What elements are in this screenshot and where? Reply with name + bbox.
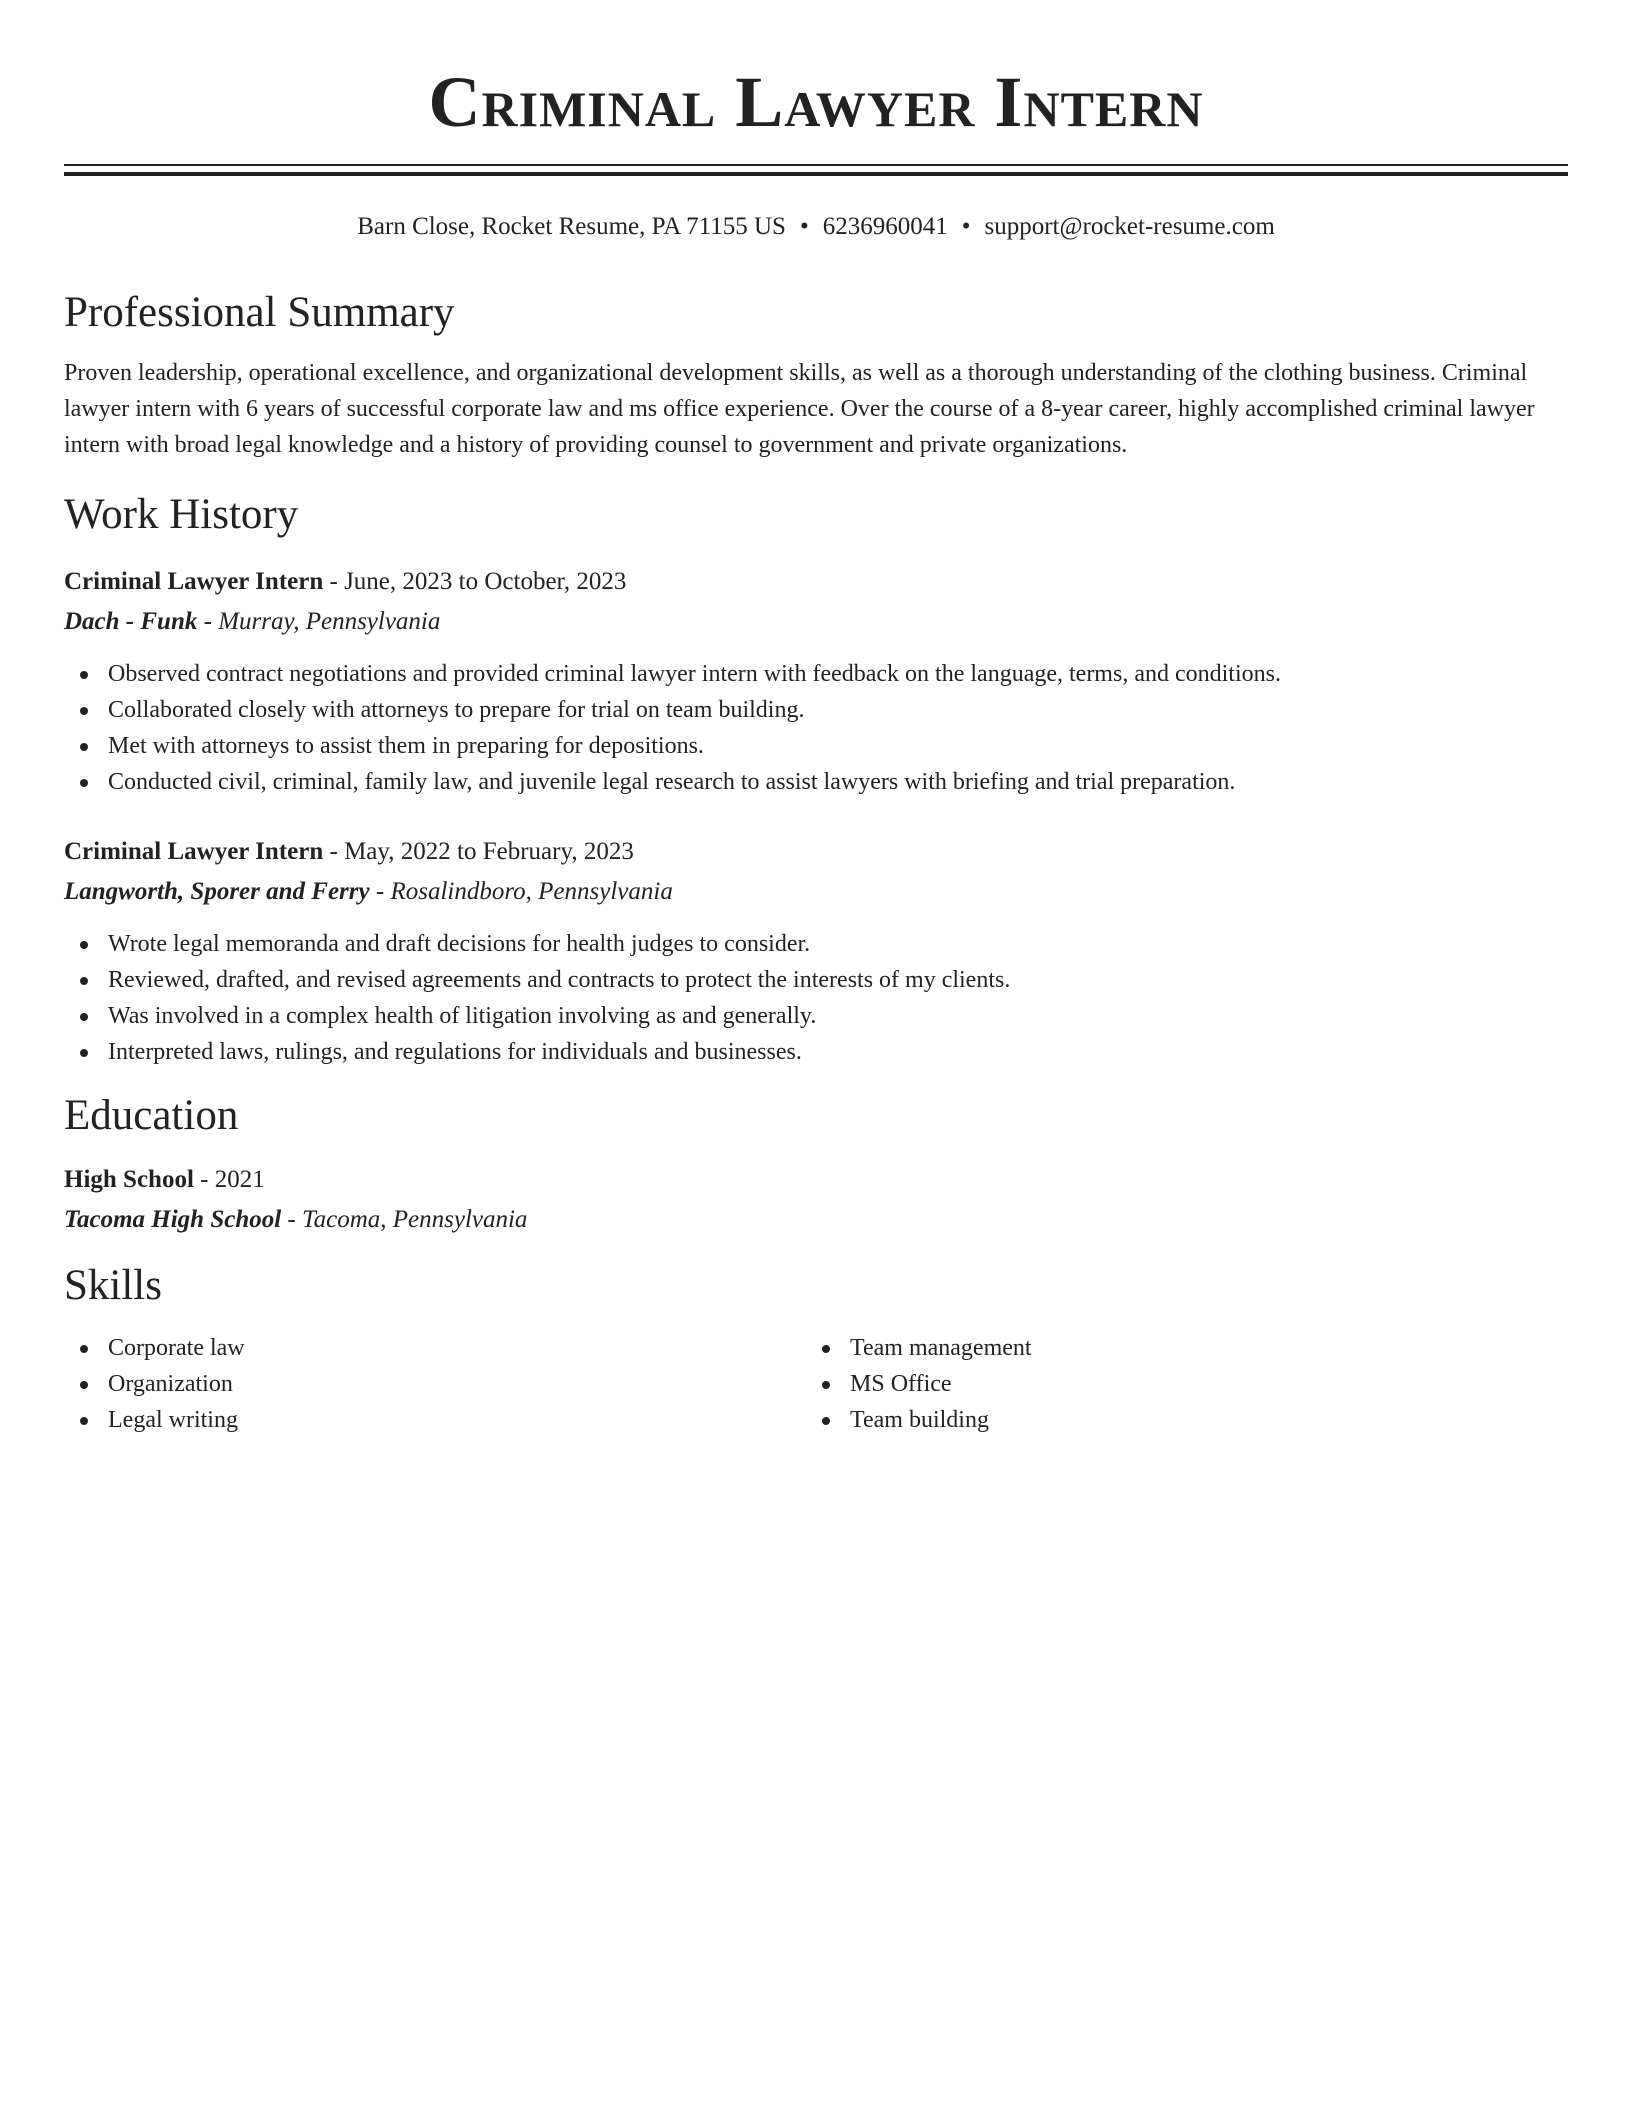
- job-duties-list: [64, 656, 1568, 800]
- job-duty-item: Interpreted laws, rulings, and regulations for individuals and businesses.: [64, 1034, 1568, 1070]
- skills-grid: [64, 1330, 1568, 1438]
- contact-email: support@rocket-resume.com: [984, 213, 1275, 240]
- education-entry: [64, 1162, 1568, 1238]
- job-duty-item: Conducted civil, criminal, family law, and juvenile legal research to assist lawyers with briefing and trial preparation.: [64, 764, 1568, 800]
- job-company-line: [64, 874, 1568, 910]
- skill-item: Team management: [806, 1330, 1548, 1366]
- education-degree: High School: [64, 1166, 194, 1193]
- summary-text: Proven leadership, operational excellence, and organizational development skills, as well as a thorough understanding of the clothing business. Criminal lawyer intern with 6 years of successful corporate law and ms office experience. Over the course of a 8-year career, highly accomplished criminal lawyer intern with broad legal knowledge and a history of providing counsel to government and private organizations.: [64, 360, 1535, 458]
- job-dates: - May, 2022 to February, 2023: [323, 838, 634, 865]
- skills-list-right: [806, 1330, 1548, 1438]
- contact-line: [64, 212, 1568, 242]
- skill-item: MS Office: [806, 1366, 1548, 1402]
- skill-item: Legal writing: [64, 1402, 806, 1438]
- job-company: Langworth, Sporer and Ferry: [64, 878, 370, 905]
- job-duty-item: Reviewed, drafted, and revised agreements and contracts to protect the interests of my clients.: [64, 962, 1568, 998]
- resume-page: [64, 0, 1568, 1438]
- job-entry: [64, 564, 1568, 800]
- job-duty-item: Wrote legal memoranda and draft decisions for health judges to consider.: [64, 926, 1568, 962]
- skills-heading: Skills: [64, 1262, 162, 1309]
- skills-list-left: [64, 1330, 806, 1438]
- job-dates: - June, 2023 to October, 2023: [323, 568, 627, 595]
- education-school-line: [64, 1202, 1568, 1238]
- job-company: Dach - Funk: [64, 608, 198, 635]
- job-title-line: [64, 834, 1568, 870]
- work-history-heading: Work History: [64, 491, 299, 538]
- job-location: - Rosalindboro, Pennsylvania: [369, 878, 673, 905]
- job-duties-list: [64, 926, 1568, 1070]
- contact-separator: •: [799, 213, 809, 240]
- header-divider-thin: [64, 164, 1568, 166]
- contact-phone: 6236960041: [822, 213, 948, 240]
- education-year: - 2021: [193, 1166, 265, 1193]
- education-location: - Tacoma, Pennsylvania: [281, 1206, 528, 1233]
- skill-item: Organization: [64, 1366, 806, 1402]
- job-duty-item: Observed contract negotiations and provided criminal lawyer intern with feedback on the language, terms, and conditions.: [64, 656, 1568, 692]
- skill-item: Team building: [806, 1402, 1548, 1438]
- resume-title: Criminal Lawyer Intern: [428, 62, 1204, 142]
- job-duty-item: Collaborated closely with attorneys to prepare for trial on team building.: [64, 692, 1568, 728]
- education-school: Tacoma High School: [64, 1206, 282, 1233]
- header-divider-thick: [64, 172, 1568, 176]
- job-title-line: [64, 564, 1568, 600]
- job-title: Criminal Lawyer Intern: [64, 838, 324, 865]
- education-heading: Education: [64, 1092, 239, 1139]
- contact-address: Barn Close, Rocket Resume, PA 71155 US: [357, 213, 786, 240]
- job-company-line: [64, 604, 1568, 640]
- education-degree-line: [64, 1162, 1568, 1198]
- skill-item: Corporate law: [64, 1330, 806, 1366]
- job-title: Criminal Lawyer Intern: [64, 568, 324, 595]
- job-entry: [64, 834, 1568, 1070]
- contact-separator: •: [961, 213, 971, 240]
- job-location: - Murray, Pennsylvania: [197, 608, 441, 635]
- summary-heading: Professional Summary: [64, 289, 455, 336]
- job-duty-item: Met with attorneys to assist them in preparing for depositions.: [64, 728, 1568, 764]
- job-duty-item: Was involved in a complex health of litigation involving as and generally.: [64, 998, 1568, 1034]
